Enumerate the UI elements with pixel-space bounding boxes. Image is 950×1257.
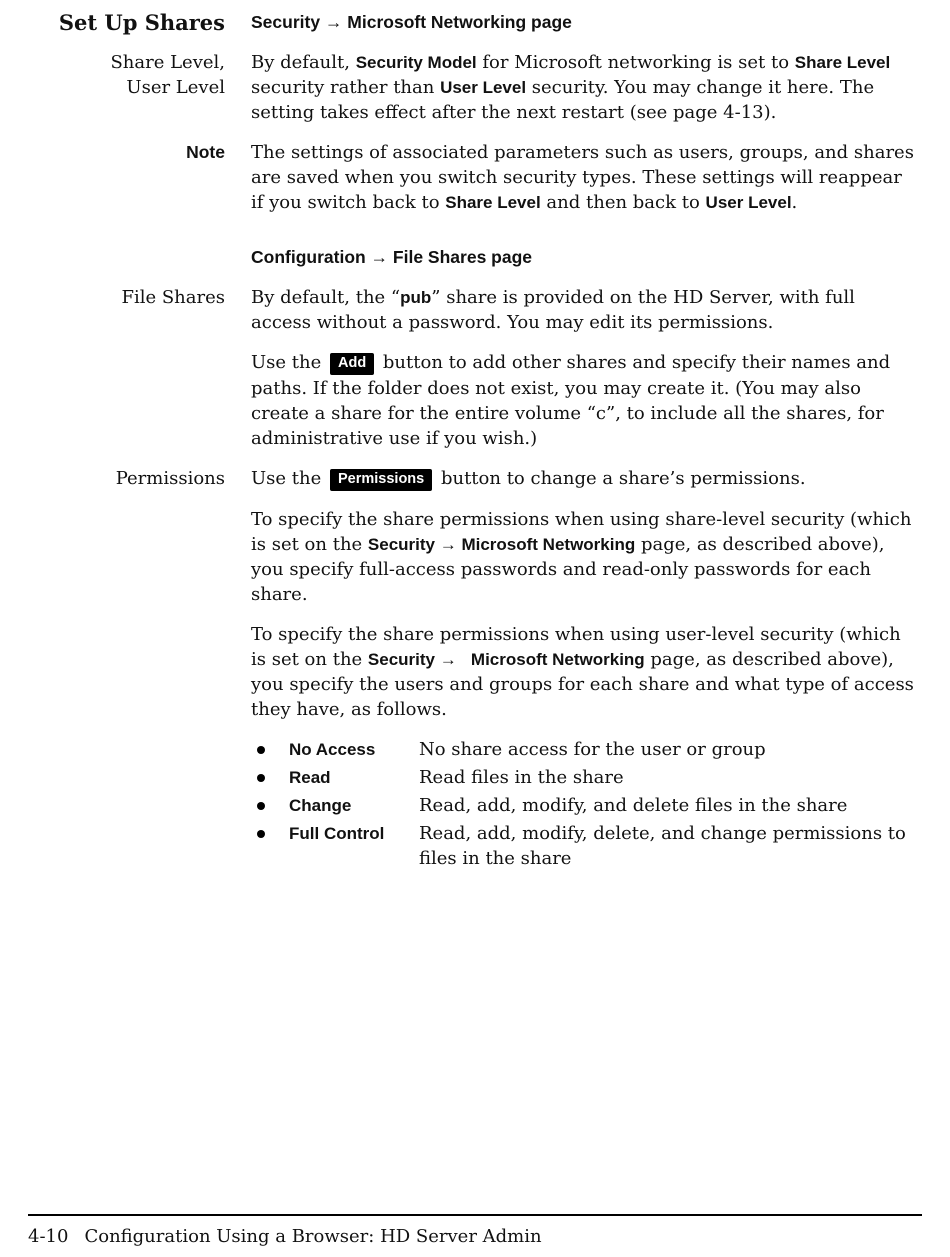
row-content [251,9,917,50]
text-segment: . [791,192,798,213]
row-content [251,285,917,350]
text-segment: Security → Microsoft Networking [367,650,645,669]
text-segment: ” share is provided on the HD Server, with full access without a password. You may edit its permissions. [251,287,855,333]
side-label-line: Permissions [115,468,225,489]
doc-row [0,737,950,874]
heading-configuration-file-shares: Configuration → File Shares page [251,247,533,267]
bullet-desc: Read files in the share [419,767,624,788]
doc-row [0,9,950,50]
paragraph-note [251,140,917,215]
text-segment: User Level [705,193,792,212]
paragraph-security-model [251,50,917,125]
add-button: Add [330,353,374,375]
bullet-term: Full Control [289,824,385,843]
bullet-desc: Read, add, modify, and delete files in the share [419,795,848,816]
side-label-line: Note [186,142,225,162]
side-label-permissions [0,466,225,491]
doc-row [0,140,950,230]
paragraph-share-level-security [251,507,917,607]
footer-page-number: 4-10 [28,1226,69,1247]
bullet-item [251,793,917,818]
text-segment: To specify the share permissions when using share-level security (which is set on the [251,509,912,555]
side-label-line: User Level [126,77,225,98]
side-label-share-user-level [0,50,225,100]
doc-row [0,466,950,507]
row-content [251,737,917,874]
doc-row [0,507,950,622]
paragraph-permissions-button [251,466,917,492]
heading-security-networking: Security → Microsoft Networking page [251,12,572,32]
text-segment: for Microsoft networking is set to [476,52,795,73]
bullet-desc: No share access for the user or group [419,739,766,760]
text-segment: and then back to [540,192,706,213]
doc-row [0,230,950,285]
access-types-list [251,737,917,871]
side-label-set-up-shares [0,9,225,36]
paragraph-user-level-security [251,622,917,722]
row-content [251,622,917,737]
bullet-item [251,737,917,762]
bullet-term: No Access [289,740,376,759]
text-segment: User Level [440,78,527,97]
side-label-file-shares [0,285,225,310]
text-segment: Share Level [794,53,891,72]
text-segment: Use the [251,468,327,489]
text-segment: button to change a share’s permissions. [435,468,806,489]
bullet-icon [257,802,265,810]
text-segment: Use the [251,352,327,373]
doc-row [0,50,950,140]
side-label-note [0,140,225,165]
bullet-term: Read [289,768,331,787]
row-content [251,507,917,622]
text-segment: The settings of associated parameters such as users, groups, and shares are saved when you switch security types. These settings will reappear if you switch back to [251,142,914,213]
doc-row [0,350,950,466]
text-segment: Share Level [445,193,541,212]
side-label-line: Set Up Shares [58,10,225,35]
text-segment: page, as described above), you specify the users and groups for each share and what type of access they have, as follows. [251,649,914,720]
bullet-icon [257,774,265,782]
doc-rows [0,9,950,874]
text-segment: security rather than [251,77,441,98]
doc-row [0,285,950,350]
text-segment: Security → Microsoft Networking [367,535,636,554]
row-content [251,50,917,140]
permissions-button: Permissions [330,469,432,491]
text-segment: By default, [251,52,356,73]
bullet-term: Change [289,796,352,815]
text-segment: To specify the share permissions when using user-level security (which is set on the [251,624,901,670]
text-segment: Security Model [355,53,477,72]
footer-text: Configuration Using a Browser: HD Server Admin [84,1226,542,1247]
text-segment: button to add other shares and specify their names and paths. If the folder does not exist, you may create it. (You may also create a share for the entire volume “c”, to include all the shares, for administrative use if you wish.) [251,352,891,449]
paragraph-pub-share [251,285,917,335]
side-label-line: Share Level, [110,52,225,73]
row-content [251,466,917,507]
text-segment: security. You may change it here. The setting takes effect after the next restart (see page 4-13). [251,77,875,123]
doc-row [0,622,950,737]
bullet-desc: Read, add, modify, delete, and change permissions to files in the share [419,823,906,869]
bullet-item [251,821,917,871]
text-segment: pub [400,288,432,307]
row-content [251,230,917,285]
row-content [251,140,917,230]
bullet-item [251,765,917,790]
text-segment: page, as described above), you specify full-access passwords and read-only passwords for each share. [251,534,885,605]
side-label-line: File Shares [121,287,225,308]
paragraph-add-button [251,350,917,451]
bullet-icon [257,746,265,754]
row-content [251,350,917,466]
page-footer [28,1214,922,1249]
text-segment: By default, the “ [251,287,401,308]
bullet-icon [257,830,265,838]
